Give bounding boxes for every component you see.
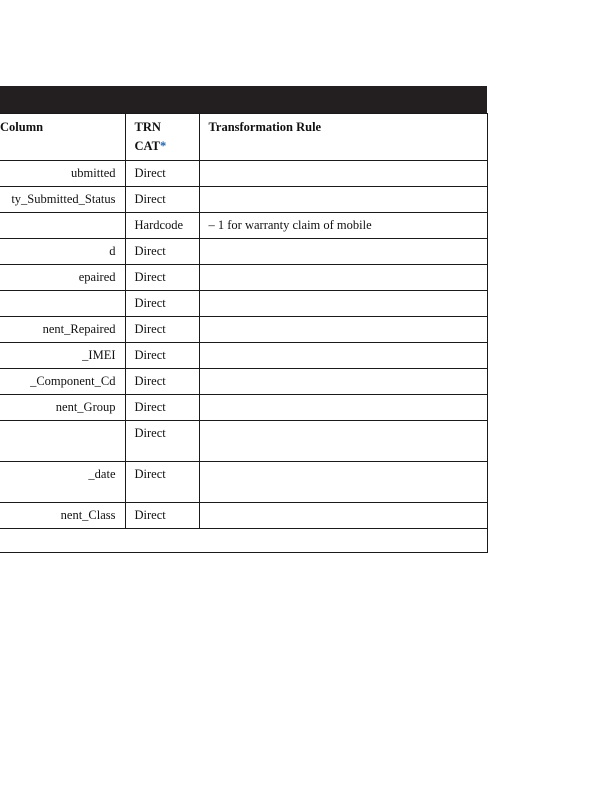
cell-transformation-rule: [199, 239, 487, 265]
cell-transformation-rule: – 1 for warranty claim of mobile: [199, 213, 487, 239]
cell-trn-cat: Direct: [125, 343, 199, 369]
cell-source-column: [0, 343, 125, 369]
cell-transformation-rule: [199, 317, 487, 343]
cell-source-column: [0, 317, 125, 343]
cell-source-column: [0, 395, 125, 421]
cell-trn-cat: Direct: [125, 369, 199, 395]
cell-transformation-rule: [199, 421, 487, 462]
source-column-text: d: [109, 244, 116, 258]
header-transformation-rule: Transformation Rule: [199, 114, 487, 161]
table-row: [0, 239, 487, 265]
cell-trn-cat: Direct: [125, 187, 199, 213]
cell-trn-cat: Direct: [125, 265, 199, 291]
cell-trn-cat: Direct: [125, 421, 199, 462]
table-row: [0, 265, 487, 291]
cell-trn-cat: Hardcode: [125, 213, 199, 239]
source-column-text: epaired: [78, 270, 116, 284]
cell-trn-cat: Direct: [125, 291, 199, 317]
cell-transformation-rule: [199, 265, 487, 291]
cell-transformation-rule: [199, 291, 487, 317]
header-trn-cat-line1: TRN: [134, 120, 161, 134]
cell-source-column: [0, 503, 125, 529]
header-trn-cat-footnote-marker: *: [159, 139, 167, 153]
cell-transformation-rule: [199, 462, 487, 503]
header-source-column: [0, 114, 125, 161]
table-body: [0, 161, 487, 553]
table-row: [0, 161, 487, 187]
source-column-text: nent_Repaired: [42, 322, 116, 336]
cell-transformation-rule: [199, 343, 487, 369]
table-row: [0, 343, 487, 369]
cell-transformation-rule: [199, 161, 487, 187]
cell-source-column: [0, 161, 125, 187]
cell-transformation-rule: [199, 503, 487, 529]
cell-trn-cat: Direct: [125, 462, 199, 503]
header-trn-cat-line2: CAT: [134, 139, 160, 153]
table-row: [0, 462, 487, 503]
cell-source-column: [0, 291, 125, 317]
mapping-table-container: [0, 86, 487, 553]
cell-trn-cat: Direct: [125, 317, 199, 343]
cell-source-column: [0, 265, 125, 291]
header-source-column-label: Column: [0, 120, 44, 134]
table-row: [0, 187, 487, 213]
table-row: [0, 421, 487, 462]
cell-source-column: [0, 239, 125, 265]
cell-transformation-rule: [199, 187, 487, 213]
table-row: [0, 395, 487, 421]
table-row: [0, 291, 487, 317]
table-row: [0, 213, 487, 239]
table-row: [0, 317, 487, 343]
cell-source-column: [0, 421, 125, 462]
source-column-text: nent_Class: [60, 508, 116, 522]
header-trn-cat: [125, 114, 199, 161]
cell-trn-cat: Direct: [125, 239, 199, 265]
cell-source-column: [0, 369, 125, 395]
source-column-text: nent_Group: [55, 400, 116, 414]
source-column-text: _date: [88, 467, 116, 481]
table-row: [0, 503, 487, 529]
table-row: [0, 369, 487, 395]
table-title-bar: [0, 86, 487, 113]
cell-source-column: [0, 213, 125, 239]
cell-source-column: [0, 462, 125, 503]
cell-transformation-rule: [199, 395, 487, 421]
table-footer-row: [0, 529, 487, 553]
source-column-text: _IMEI: [82, 348, 116, 362]
mapping-table: [0, 113, 488, 553]
table-header-row: [0, 114, 487, 161]
source-column-text: _Component_Cd: [30, 374, 116, 388]
source-column-text: ty_Submitted_Status: [11, 192, 116, 206]
cell-trn-cat: Direct: [125, 395, 199, 421]
source-column-text: ubmitted: [71, 166, 116, 180]
cell-trn-cat: Direct: [125, 161, 199, 187]
cell-trn-cat: Direct: [125, 503, 199, 529]
cell-transformation-rule: [199, 369, 487, 395]
cell-source-column: [0, 187, 125, 213]
table-footer-cell: [0, 529, 487, 553]
